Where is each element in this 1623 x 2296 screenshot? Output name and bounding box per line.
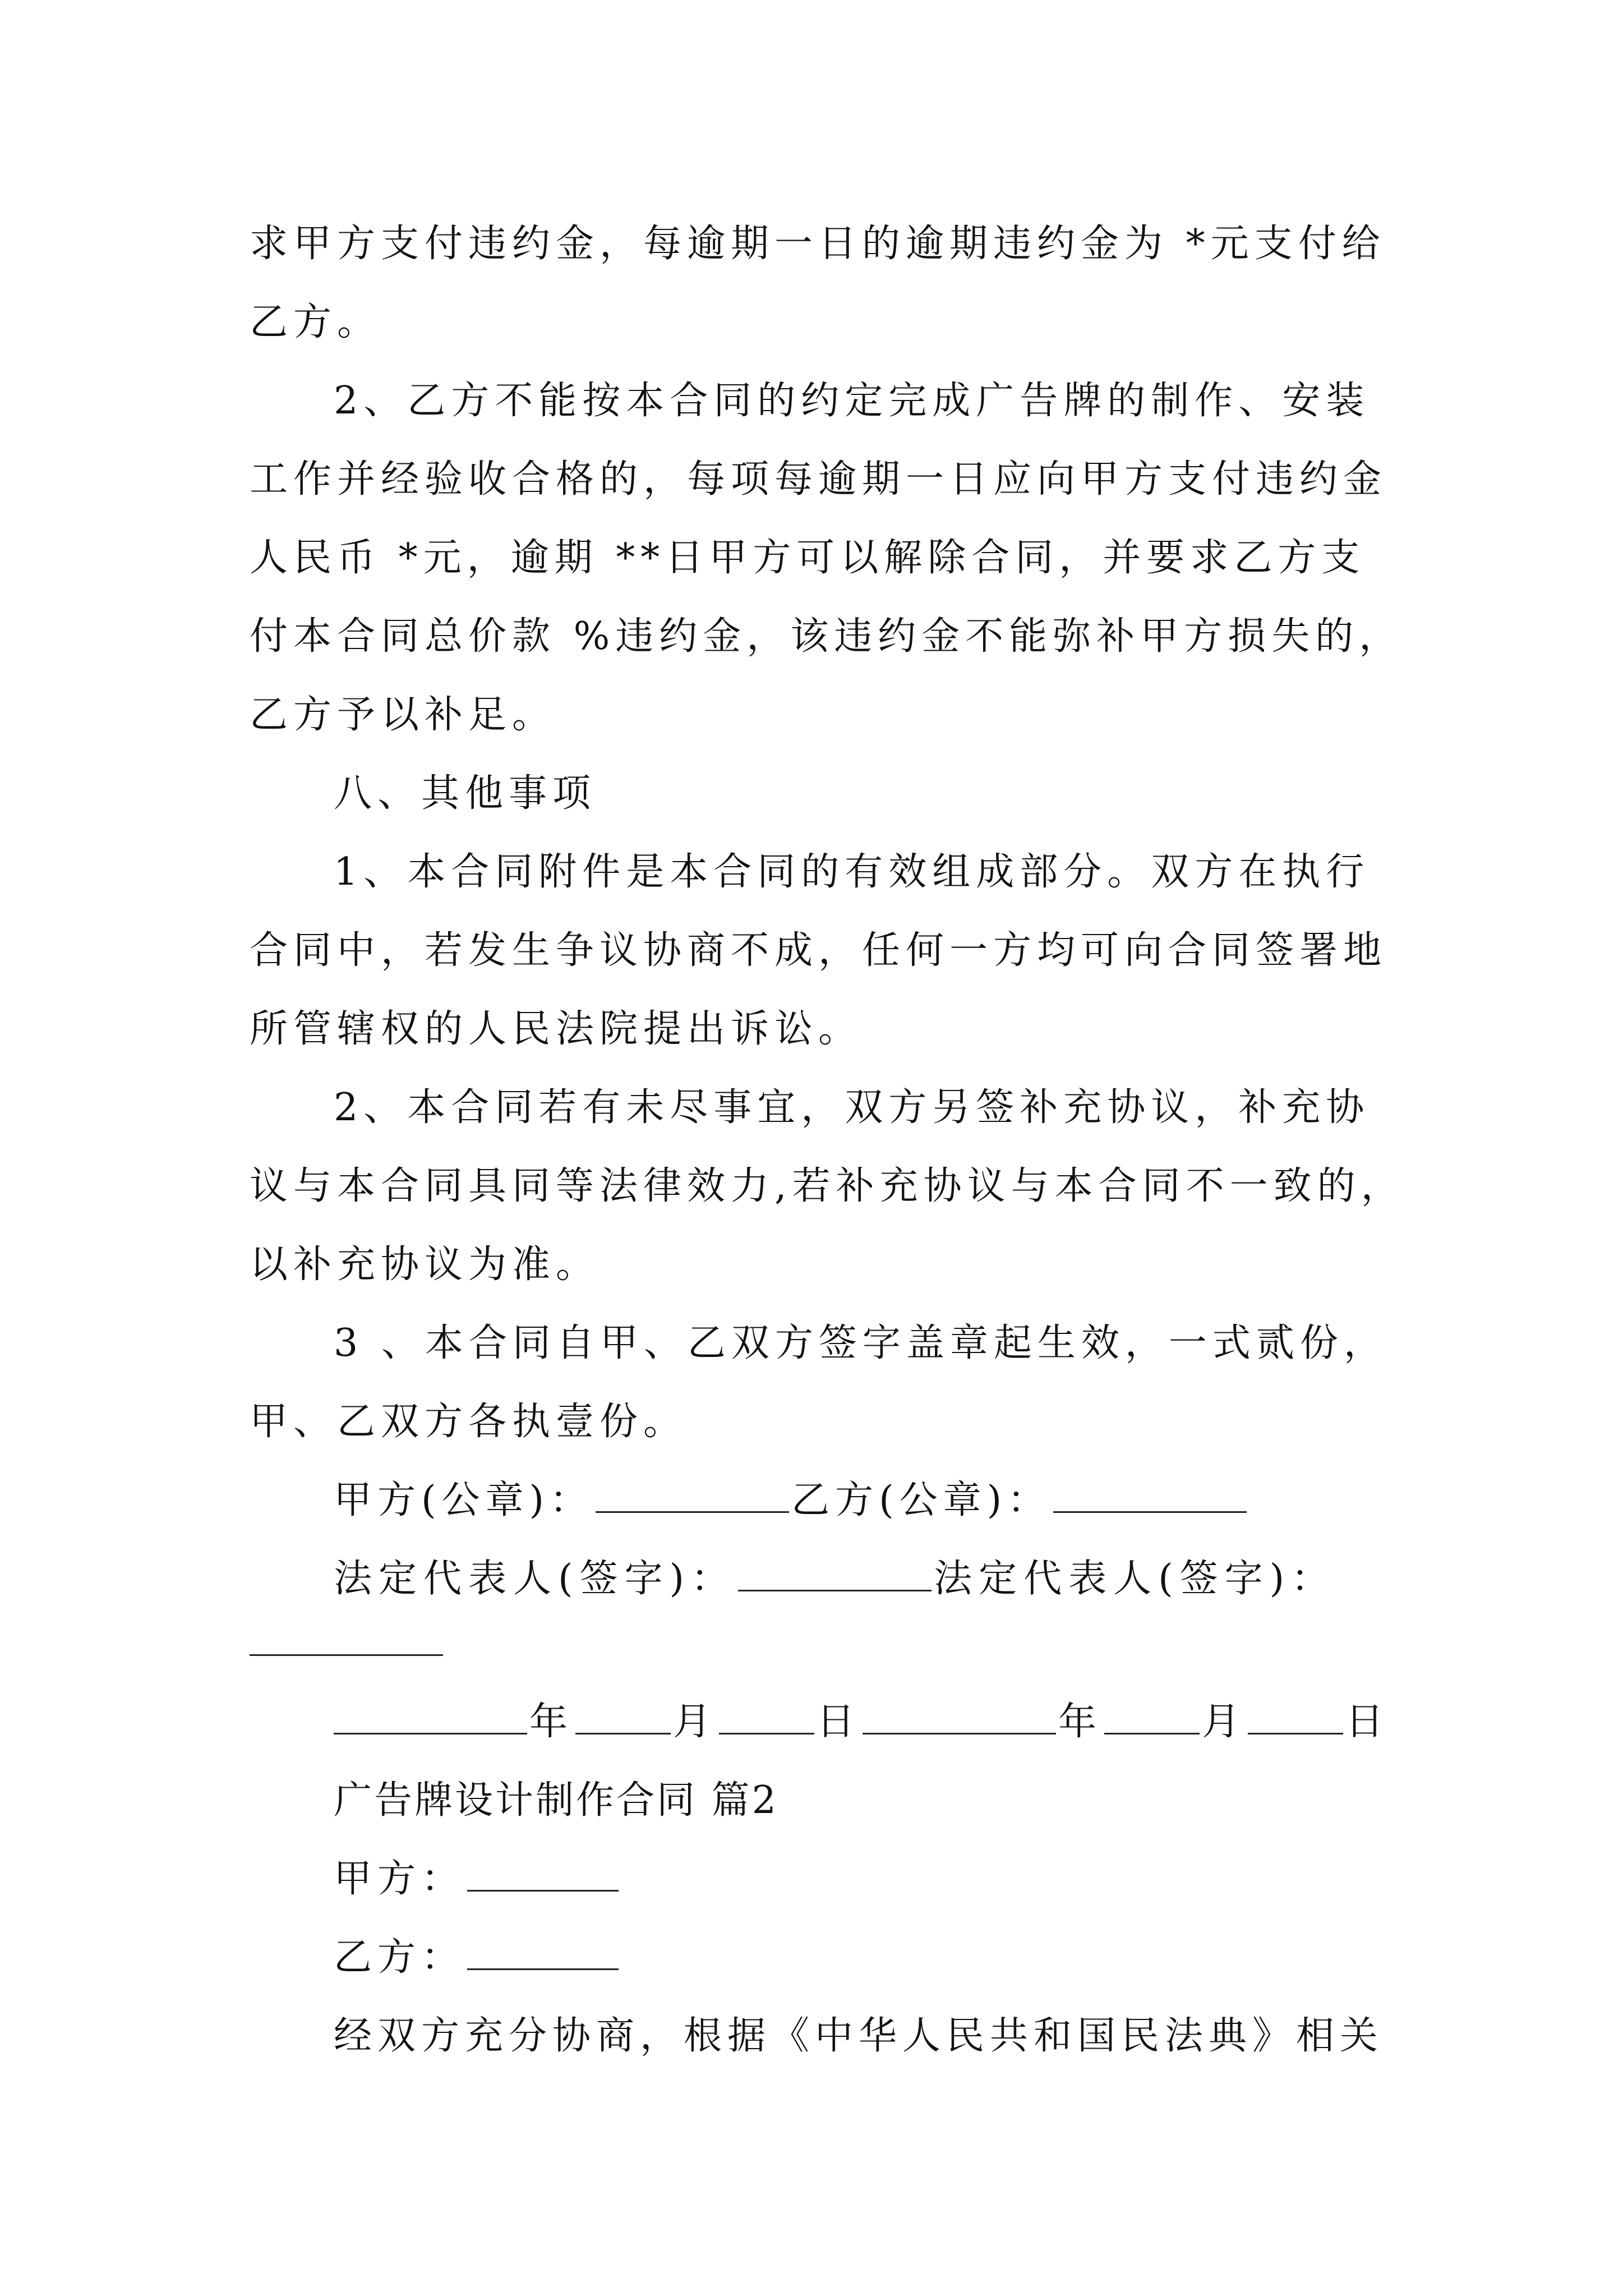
rep-a-blank	[738, 1588, 932, 1591]
representative-line	[334, 1551, 1336, 1607]
text-line: 议与本合同具同等法律效力,若补充协议与本合同不一致的，	[250, 1164, 1405, 1208]
text-line: 2、乙方不能按本合同的约定完成广告牌的制作、安装	[334, 379, 1370, 423]
text-line: 乙方予以补足。	[250, 693, 556, 737]
section2-party-a-label: 甲方：	[334, 1857, 465, 1901]
year-label-a: 年	[529, 1700, 574, 1744]
section2-party-b-label: 乙方：	[334, 1935, 465, 1980]
section2-party-a-blank	[467, 1888, 619, 1892]
text-line: 3 、本合同自甲、乙双方签字盖章起生效，一式贰份，	[334, 1321, 1387, 1365]
year-blank-b	[863, 1731, 1056, 1734]
month-label-b: 月	[1202, 1700, 1246, 1744]
text-line: 付本合同总价款 %违约金，该违约金不能弥补甲方损失的，	[250, 614, 1403, 659]
day-blank-b	[1248, 1731, 1343, 1734]
text-line: 所管辖权的人民法院提出诉讼。	[250, 1007, 863, 1051]
text-line: 以补充协议为准。	[250, 1243, 600, 1287]
rep-b-blank	[250, 1652, 443, 1656]
section2-party-b-blank	[467, 1966, 619, 1970]
seal-line	[334, 1473, 1249, 1529]
text-line: 人民币 *元，逾期 **日甲方可以解除合同，并要求乙方支	[250, 536, 1366, 580]
rep-b-label: 法定代表人(签字)：	[934, 1557, 1336, 1601]
day-blank-a	[719, 1731, 814, 1734]
section2-intro: 经双方充分协商，根据《中华人民共和国民法典》相关	[334, 2014, 1384, 2058]
text-line: 1、本合同附件是本合同的有效组成部分。双方在执行	[334, 850, 1370, 894]
text-line: 甲、乙双方各执壹份。	[250, 1400, 688, 1444]
year-blank-a	[334, 1731, 527, 1734]
day-label-b: 日	[1345, 1700, 1390, 1744]
month-blank-a	[575, 1731, 671, 1734]
text-line: 求甲方支付违约金，每逾期一日的逾期违约金为 *元支付给	[250, 222, 1386, 266]
text-line: 工作并经验收合格的，每项每逾期一日应向甲方支付违约金	[250, 457, 1387, 501]
party-a-seal-blank	[596, 1509, 789, 1513]
date-line	[334, 1694, 1389, 1750]
party-a-seal-label: 甲方(公章)：	[334, 1478, 594, 1522]
month-label-a: 月	[673, 1700, 717, 1744]
party-b-seal-blank	[1053, 1509, 1247, 1513]
section2-party-a-line	[334, 1851, 621, 1907]
month-blank-b	[1104, 1731, 1200, 1734]
rep-a-label: 法定代表人(签字)：	[334, 1557, 736, 1601]
text-line: 乙方。	[250, 300, 381, 344]
section2-party-b-line	[334, 1930, 621, 1986]
year-label-b: 年	[1058, 1700, 1103, 1744]
day-label-a: 日	[817, 1700, 861, 1744]
section-heading: 八、其他事项	[334, 771, 597, 816]
text-line: 合同中，若发生争议协商不成，任何一方均可向合同签署地	[250, 928, 1387, 973]
party-b-seal-label: 乙方(公章)：	[791, 1478, 1052, 1522]
text-line: 2、本合同若有未尽事宜，双方另签补充协议，补充协	[334, 1085, 1370, 1130]
rep-b-blank-line	[250, 1616, 445, 1672]
section2-title: 广告牌设计制作合同 篇2	[334, 1778, 778, 1823]
